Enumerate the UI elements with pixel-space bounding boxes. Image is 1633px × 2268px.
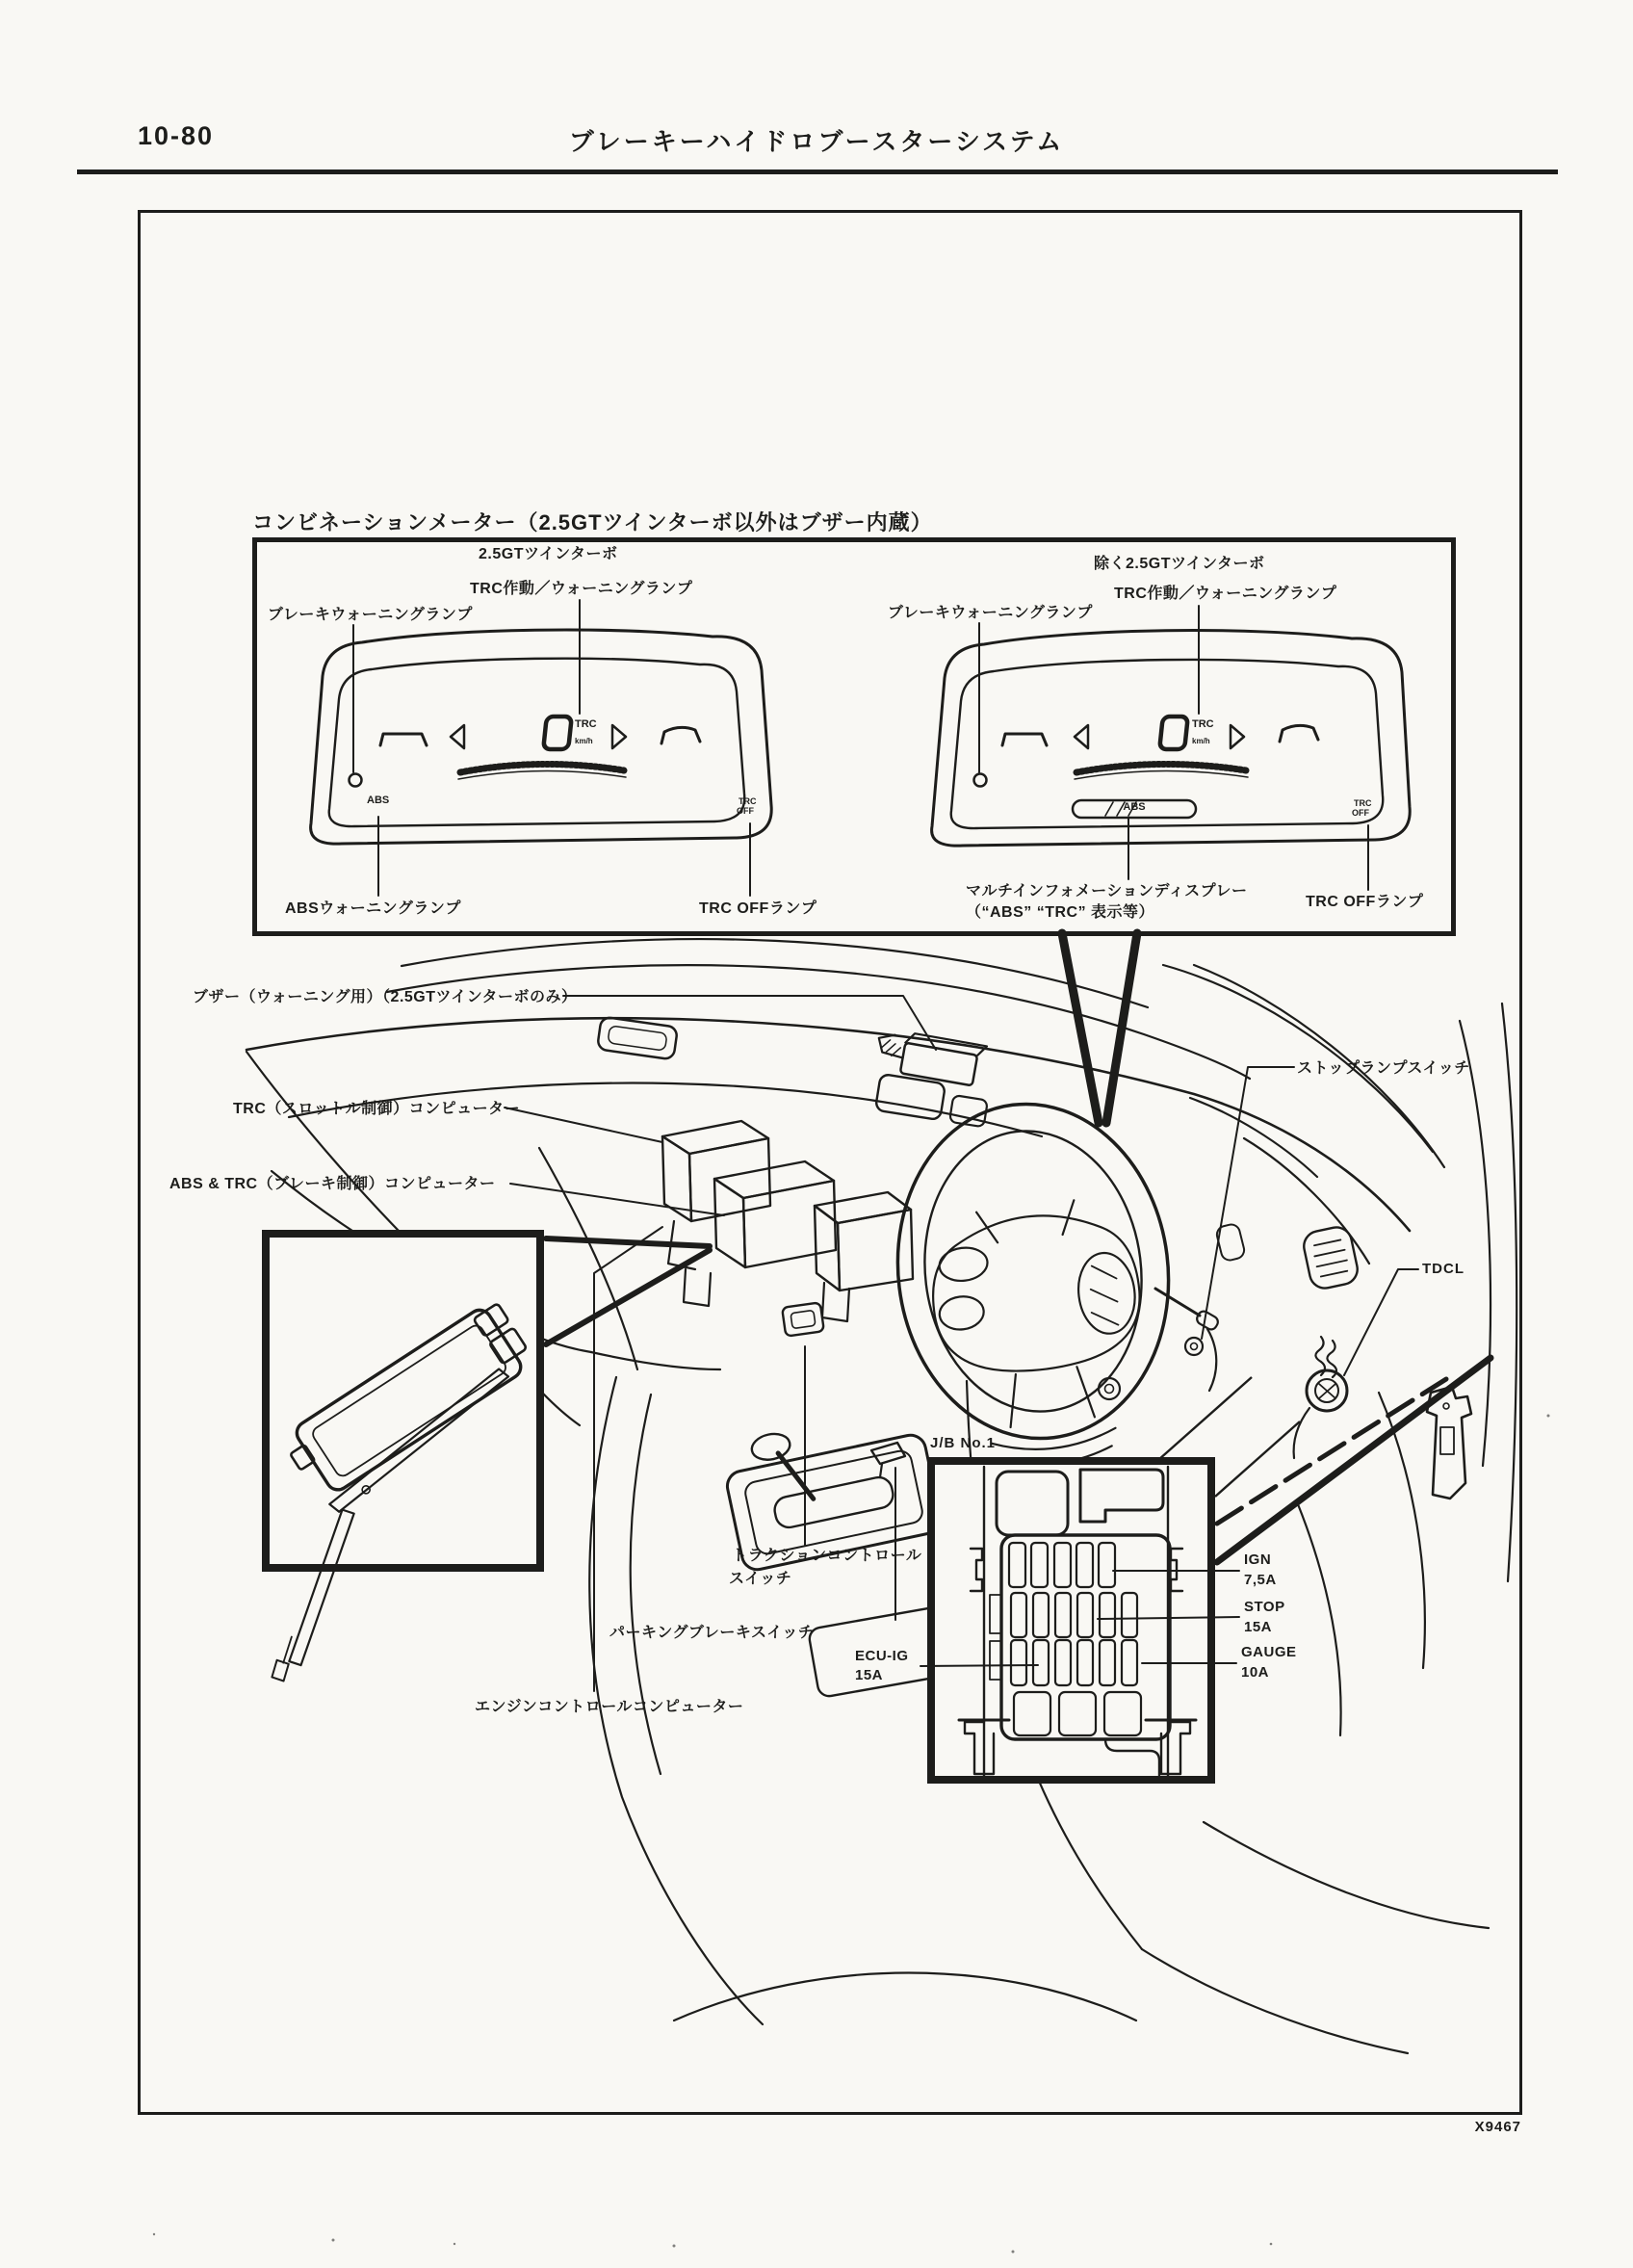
left-trc-off-indicator-1: TRC	[739, 796, 757, 806]
tdcl-label: TDCL	[1422, 1261, 1465, 1277]
abs-warning-lamp-label: ABSウォーニングランプ	[285, 900, 461, 917]
page-number: 10-80	[138, 121, 215, 150]
left-abs-indicator: ABS	[367, 795, 390, 806]
right-speed-unit: km/h	[1192, 737, 1210, 745]
meter-section-title: コンビネーションメーター（2.5GTツインターボ以外はブザー内蔵）	[252, 510, 933, 534]
traction-switch-label-1: トラクションコントロール	[732, 1548, 922, 1564]
right-trc-indicator: TRC	[1192, 718, 1214, 730]
multi-info-display-label-2: （“ABS” “TRC” 表示等）	[966, 904, 1155, 921]
fuse-ign-name: IGN	[1244, 1551, 1272, 1568]
right-brake-warning-lamp-label: ブレーキウォーニングランプ	[888, 605, 1093, 621]
abs-trc-computer-label: ABS & TRC（ブレーキ制御）コンピューター	[169, 1176, 496, 1192]
right-trc-off-indicator-1: TRC	[1354, 798, 1372, 808]
left-cluster-variant: 2.5GTツインターボ	[479, 546, 618, 562]
fuse-ecu-ig-rating: 15A	[855, 1667, 884, 1683]
figure-border	[138, 210, 1522, 2115]
right-trc-warning-lamp-label: TRC作動／ウォーニングランプ	[1114, 586, 1337, 602]
traction-switch-label-2: スイッチ	[729, 1571, 792, 1587]
stop-lamp-switch-label: ストップランプスイッチ	[1297, 1060, 1470, 1077]
figure-code: X9467	[1474, 2119, 1521, 2135]
right-trc-off-lamp-label: TRC OFFランプ	[1306, 894, 1424, 910]
left-brake-warning-lamp-label: ブレーキウォーニングランプ	[268, 607, 473, 623]
right-cluster-variant: 除く2.5GTツインターボ	[1094, 556, 1265, 572]
fuse-gauge-rating: 10A	[1241, 1664, 1270, 1681]
junction-box-label: J/B No.1	[930, 1435, 997, 1451]
left-speed-unit: km/h	[575, 737, 593, 745]
parking-brake-switch-label: パーキングブレーキスイッチ	[609, 1625, 815, 1641]
trc-computer-label: TRC（スロットル制御）コンピューター	[233, 1101, 521, 1117]
left-trc-indicator: TRC	[575, 718, 597, 730]
multi-info-display-label-1: マルチインフォメーションディスプレー	[966, 883, 1248, 899]
multi-info-display-text: ABS	[1123, 801, 1146, 813]
fuse-ign-rating: 7,5A	[1244, 1572, 1277, 1588]
buzzer-label: ブザー（ウォーニング用）（2.5GTツインターボのみ）	[193, 989, 578, 1005]
page-title: ブレーキーハイドロブースターシステム	[568, 127, 1065, 156]
left-trc-off-lamp-label: TRC OFFランプ	[699, 900, 817, 917]
fuse-ecu-ig-name: ECU-IG	[855, 1648, 909, 1664]
fuse-stop-name: STOP	[1244, 1599, 1285, 1615]
left-trc-warning-lamp-label: TRC作動／ウォーニングランプ	[470, 581, 693, 597]
right-trc-off-indicator-2: OFF	[1352, 808, 1369, 818]
left-trc-off-indicator-2: OFF	[737, 806, 754, 816]
fuse-stop-rating: 15A	[1244, 1619, 1273, 1635]
engine-computer-label: エンジンコントロールコンピューター	[475, 1699, 744, 1715]
fuse-gauge-name: GAUGE	[1241, 1644, 1297, 1660]
header-rule	[77, 169, 1558, 174]
